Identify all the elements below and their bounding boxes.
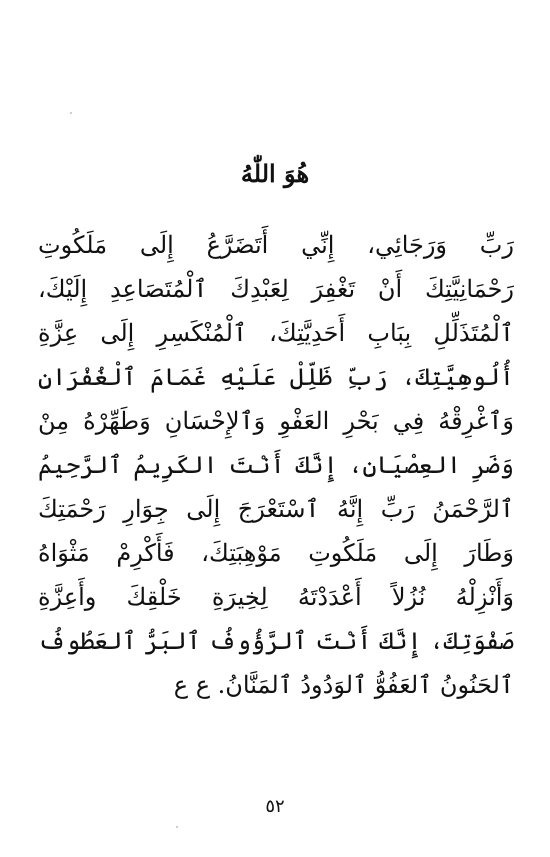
text-line: ٱلْمُتَذَلِّلِ بِبَابِ أَحَدِيَّتِكَ، ٱلْمُنْكَسِرِ إِلَى عِزَّةِ	[38, 319, 514, 347]
text-line: وَضَرِ العِصْيَانِ، إِنَّكَ أَنْتَ الكَرِيمُ ٱلرَّحِيمُ	[38, 451, 514, 479]
text-line: أُلُوهِيَّتِكَ، رَبِّ ظَلِّلْ عَلَيْهِ غَمَامَ ٱلْغُفْرَانِ	[38, 363, 514, 391]
scan-speck	[70, 112, 72, 114]
text-line: رَحْمَانِيَّتِكَ أَنْ تَغْفِرَ لِعَبْدِكَ ٱلْمُتَصَاعِدِ إِلَيْكَ،	[38, 275, 514, 303]
text-line: ٱلحَنُونُ ٱلعَفُوُّ ٱلوَدُودُ ٱلمَنَّانُ. ع ع	[173, 671, 514, 699]
text-line: وَٱغْرِقْهُ فِي بَحْرِ العَفْوِ وَٱلإِحْسَانِ وَطَهِّرْهُ مِنْ	[38, 407, 514, 435]
page-heading: هُوَ اللّٰهُ	[240, 159, 310, 188]
text-line: رَبِّ وَرَجَائِي، إِنِّي أَتَضَرَّعُ إِلَى مَلَكُوتِ	[38, 231, 514, 259]
text-line: ٱلرَّحْمَنُ رَبِّ إِنَّهُ ٱسْتَعْرَجَ إِلَى جِوَارِ رَحْمَتِكَ	[38, 495, 514, 523]
page-number: ٥٢	[265, 796, 285, 817]
text-line: وَطَارَ إِلَى مَلَكُوتِ مَوْهِبَتِكَ، فَأَكْرِمْ مَثْوَاهُ	[38, 539, 514, 567]
prayer-text	[38, 223, 514, 707]
scan-speck	[176, 826, 178, 828]
text-line: صَفْوَتِكَ، إِنَّكَ أَنْتَ ٱلرَّؤُوفُ ٱلبَرُّ ٱلعَطُوفُ	[38, 627, 514, 655]
text-line: وَأَنْزِلْهُ نُزُلاً أَعْدَدْتَهُ لِخِيرَةِ خَلْقِكَ وأَعِزَّةِ	[38, 583, 514, 611]
